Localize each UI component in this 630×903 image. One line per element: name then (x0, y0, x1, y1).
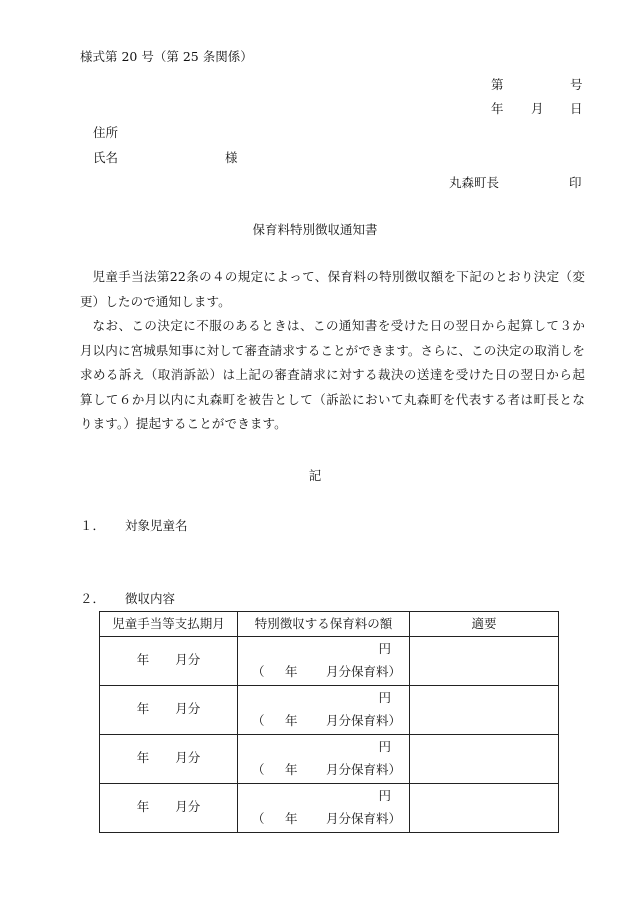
section-1-label: 対象児童名 (125, 518, 188, 533)
body-text (80, 265, 585, 437)
section-1-number: １． (80, 518, 106, 533)
basis-month-fee: 月分保育料） (326, 762, 402, 777)
header-collection-amount: 特別徴収する保育料の額 (238, 612, 410, 637)
section-2-number: ２． (80, 591, 106, 606)
amount-cell (238, 637, 410, 686)
basis-open-paren: （ (252, 762, 265, 777)
remarks-cell (410, 735, 559, 784)
basis-year: 年 (285, 762, 298, 777)
header-remarks: 適要 (410, 612, 559, 637)
remarks-cell (410, 686, 559, 735)
doc-number-prefix: 第 (491, 77, 504, 92)
basis-year: 年 (285, 713, 298, 728)
date-day-label: 日 (570, 101, 583, 116)
issuer-title: 丸森町長 (449, 175, 500, 190)
table-row (100, 686, 559, 735)
name-label: 氏名 (93, 150, 119, 165)
basis-year: 年 (285, 664, 298, 679)
honorific: 様 (225, 150, 238, 165)
yen-unit: 円 (378, 739, 391, 754)
table-header-row (100, 612, 559, 637)
basis-open-paren: （ (252, 664, 265, 679)
period-cell (100, 784, 238, 833)
period-month: 月分 (175, 799, 201, 814)
table-row (100, 784, 559, 833)
section-2-label: 徴収内容 (125, 591, 176, 606)
period-cell (100, 735, 238, 784)
period-year: 年 (136, 750, 150, 765)
basis-year: 年 (285, 811, 298, 826)
basis-month-fee: 月分保育料） (326, 811, 402, 826)
period-year: 年 (136, 799, 150, 814)
yen-unit: 円 (378, 690, 391, 705)
period-year: 年 (136, 652, 150, 667)
header-payment-month: 児童手当等支払期月 (100, 612, 238, 637)
table-row (100, 637, 559, 686)
period-month: 月分 (175, 750, 201, 765)
seal-mark: 印 (569, 175, 582, 190)
amount-cell (238, 784, 410, 833)
form-reference: 様式第 20 号（第 25 条関係） (80, 49, 253, 64)
basis-month-fee: 月分保育料） (326, 713, 402, 728)
address-label: 住所 (93, 125, 119, 140)
date-month-label: 月 (531, 101, 544, 116)
yen-unit: 円 (378, 788, 391, 803)
document-title: 保育料特別徴収通知書 (252, 222, 378, 237)
period-year: 年 (136, 701, 150, 716)
table-row (100, 735, 559, 784)
body-paragraph-2: なお、この決定に不服のあるときは、この通知書を受けた日の翌日から起算して３か月以内に宮城県知事に対して審査請求することができます。さらに、この決定の取消しを求める訴え（取消訴訟）は上記の審査請求に対する裁決の送達を受けた日の翌日から起算して６か月以内に丸森町を被告として（訴訟において丸森町を代表する者は町長となります。）提起することができます。 (80, 318, 586, 431)
date-year-label: 年 (491, 101, 504, 116)
period-month: 月分 (175, 701, 201, 716)
basis-open-paren: （ (252, 713, 265, 728)
period-cell (100, 686, 238, 735)
basis-open-paren: （ (252, 811, 265, 826)
amount-cell (238, 735, 410, 784)
body-paragraph-1: 児童手当法第22条の４の規定によって、保育料の特別徴収額を下記のとおり決定（変更）したので通知します。 (80, 269, 585, 309)
remarks-cell (410, 637, 559, 686)
amount-cell (238, 686, 410, 735)
doc-number-suffix: 号 (570, 77, 583, 92)
basis-month-fee: 月分保育料） (326, 664, 402, 679)
ki-heading: 記 (308, 468, 322, 483)
period-month: 月分 (175, 652, 201, 667)
remarks-cell (410, 784, 559, 833)
collection-table (99, 611, 559, 833)
yen-unit: 円 (378, 641, 391, 656)
period-cell (100, 637, 238, 686)
